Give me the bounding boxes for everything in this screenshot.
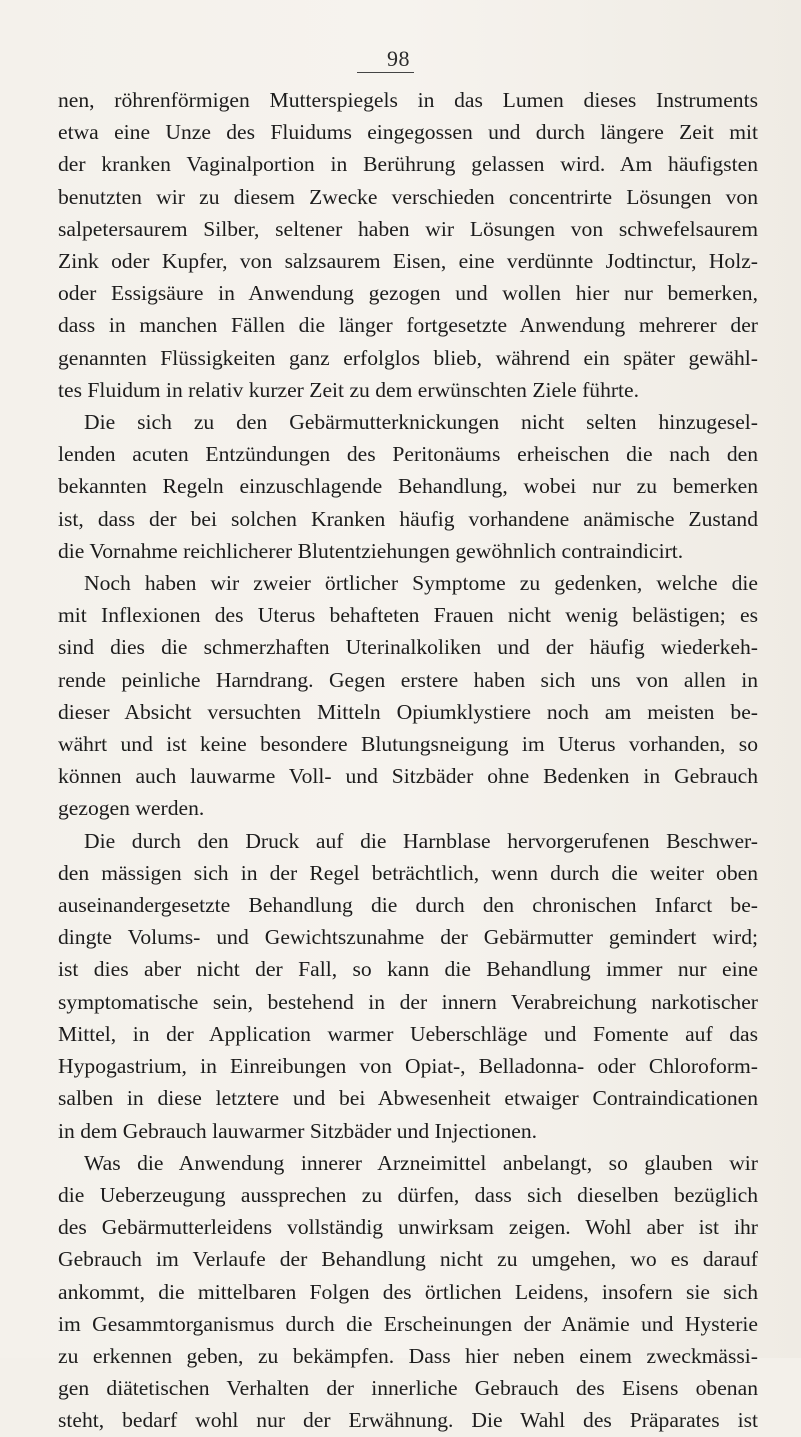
text-line: bekannten Regeln einzuschlagende Behandlung, wobei nur zu bemerken [58, 474, 758, 499]
text-line: genannten Flüssigkeiten ganz erfolglos blieb, während ein später gewähl- [58, 345, 758, 370]
text-line: dieser Absicht versuchten Mitteln Opiumklystiere noch am meisten be- [58, 699, 758, 724]
text-line: sind dies die schmerzhaften Uterinalkoliken und der häufig wiederkeh- [58, 635, 758, 660]
text-line: im Gesammtorganismus durch die Erscheinungen der Anämie und Hysterie [58, 1311, 758, 1336]
text-line: ankommt, die mittelbaren Folgen des örtlichen Leidens, insofern sie sich [58, 1279, 758, 1304]
text-body [58, 84, 758, 1437]
text-line: salpetersaurem Silber, seltener haben wir Lösungen von schwefelsaurem [58, 216, 758, 241]
text-line: symptomatische sein, bestehend in der innern Verabreichung narkotischer [58, 989, 758, 1014]
text-line: Gebrauch im Verlaufe der Behandlung nicht zu umgehen, wo es darauf [58, 1247, 758, 1272]
text-line: die Vornahme reichlicherer Blutentziehungen gewöhnlich contraindicirt. [58, 538, 684, 563]
text-line: die Ueberzeugung aussprechen zu dürfen, dass sich dieselben bezüglich [58, 1182, 758, 1207]
text-line: der kranken Vaginalportion in Berührung gelassen wird. Am häufigsten [58, 152, 758, 177]
text-line: in dem Gebrauch lauwarmer Sitzbäder und Injectionen. [58, 1118, 538, 1143]
text-line: ist dies aber nicht der Fall, so kann die Behandlung immer nur eine [58, 957, 758, 982]
text-line: zu erkennen geben, zu bekämpfen. Dass hier neben einem zweckmässi- [58, 1343, 758, 1368]
text-line: mit Inflexionen des Uterus behafteten Frauen nicht wenig belästigen; es [58, 603, 758, 628]
paragraph [58, 406, 758, 567]
text-line: gezogen werden. [58, 796, 205, 821]
page-number-text: 98 [357, 46, 414, 73]
text-line: benutzten wir zu diesem Zwecke verschieden concentrirte Lösungen von [58, 184, 758, 209]
page-number [0, 46, 801, 73]
text-line: Mittel, in der Application warmer Ueberschläge und Fomente auf das [58, 1021, 758, 1046]
text-line: des Gebärmutterleidens vollständig unwirksam zeigen. Wohl aber ist ihr [58, 1215, 758, 1240]
text-line: gen diätetischen Verhalten der innerliche Gebrauch des Eisens obenan [58, 1376, 758, 1401]
paragraph [58, 84, 758, 406]
text-line: lenden acuten Entzündungen des Peritonäums erheischen die nach den [58, 442, 758, 467]
text-line: Hypogastrium, in Einreibungen von Opiat-, Belladonna- oder Chloroform- [58, 1054, 758, 1079]
text-line: rende peinliche Harndrang. Gegen erstere haben sich uns von allen in [58, 667, 758, 692]
text-line: auseinandergesetzte Behandlung die durch den chronischen Infarct be- [58, 893, 758, 918]
text-line: Die sich zu den Gebärmutterknickungen nicht selten hinzugesel- [84, 410, 758, 435]
text-line: können auch lauwarme Voll- und Sitzbäder ohne Bedenken in Gebrauch [58, 764, 758, 789]
text-line: ist, dass der bei solchen Kranken häufig vorhandene anämische Zustand [58, 506, 758, 531]
text-line: Zink oder Kupfer, von salzsaurem Eisen, eine verdünnte Jodtinctur, Holz- [58, 249, 758, 274]
text-line: etwa eine Unze des Fluidums eingegossen und durch längere Zeit mit [58, 120, 758, 145]
text-line: steht, bedarf wohl nur der Erwähnung. Die Wahl des Präparates ist [58, 1408, 758, 1433]
text-line: währt und ist keine besondere Blutungsneigung im Uterus vorhanden, so [58, 732, 758, 757]
text-line: Die durch den Druck auf die Harnblase hervorgerufenen Beschwer- [84, 828, 758, 853]
text-line: salben in diese letztere und bei Abwesenheit etwaiger Contraindicationen [58, 1086, 758, 1111]
text-line: den mässigen sich in der Regel beträchtlich, wenn durch die weiter oben [58, 860, 758, 885]
paragraph [58, 825, 758, 1147]
paragraph [58, 567, 758, 825]
text-line: Noch haben wir zweier örtlicher Symptome zu gedenken, welche die [84, 571, 758, 596]
text-line: Was die Anwendung innerer Arzneimittel anbelangt, so glauben wir [84, 1150, 758, 1175]
text-line: oder Essigsäure in Anwendung gezogen und wollen hier nur bemerken, [58, 281, 758, 306]
text-line: dass in manchen Fällen die länger fortgesetzte Anwendung mehrerer der [58, 313, 758, 338]
paragraph [58, 1147, 758, 1437]
text-line: dingte Volums- und Gewichtszunahme der Gebärmutter gemindert wird; [58, 925, 758, 950]
text-line: nen, röhrenförmigen Mutterspiegels in das Lumen dieses Instruments [58, 88, 758, 112]
text-line: tes Fluidum in relativ kurzer Zeit zu dem erwünschten Ziele führte. [58, 377, 640, 402]
